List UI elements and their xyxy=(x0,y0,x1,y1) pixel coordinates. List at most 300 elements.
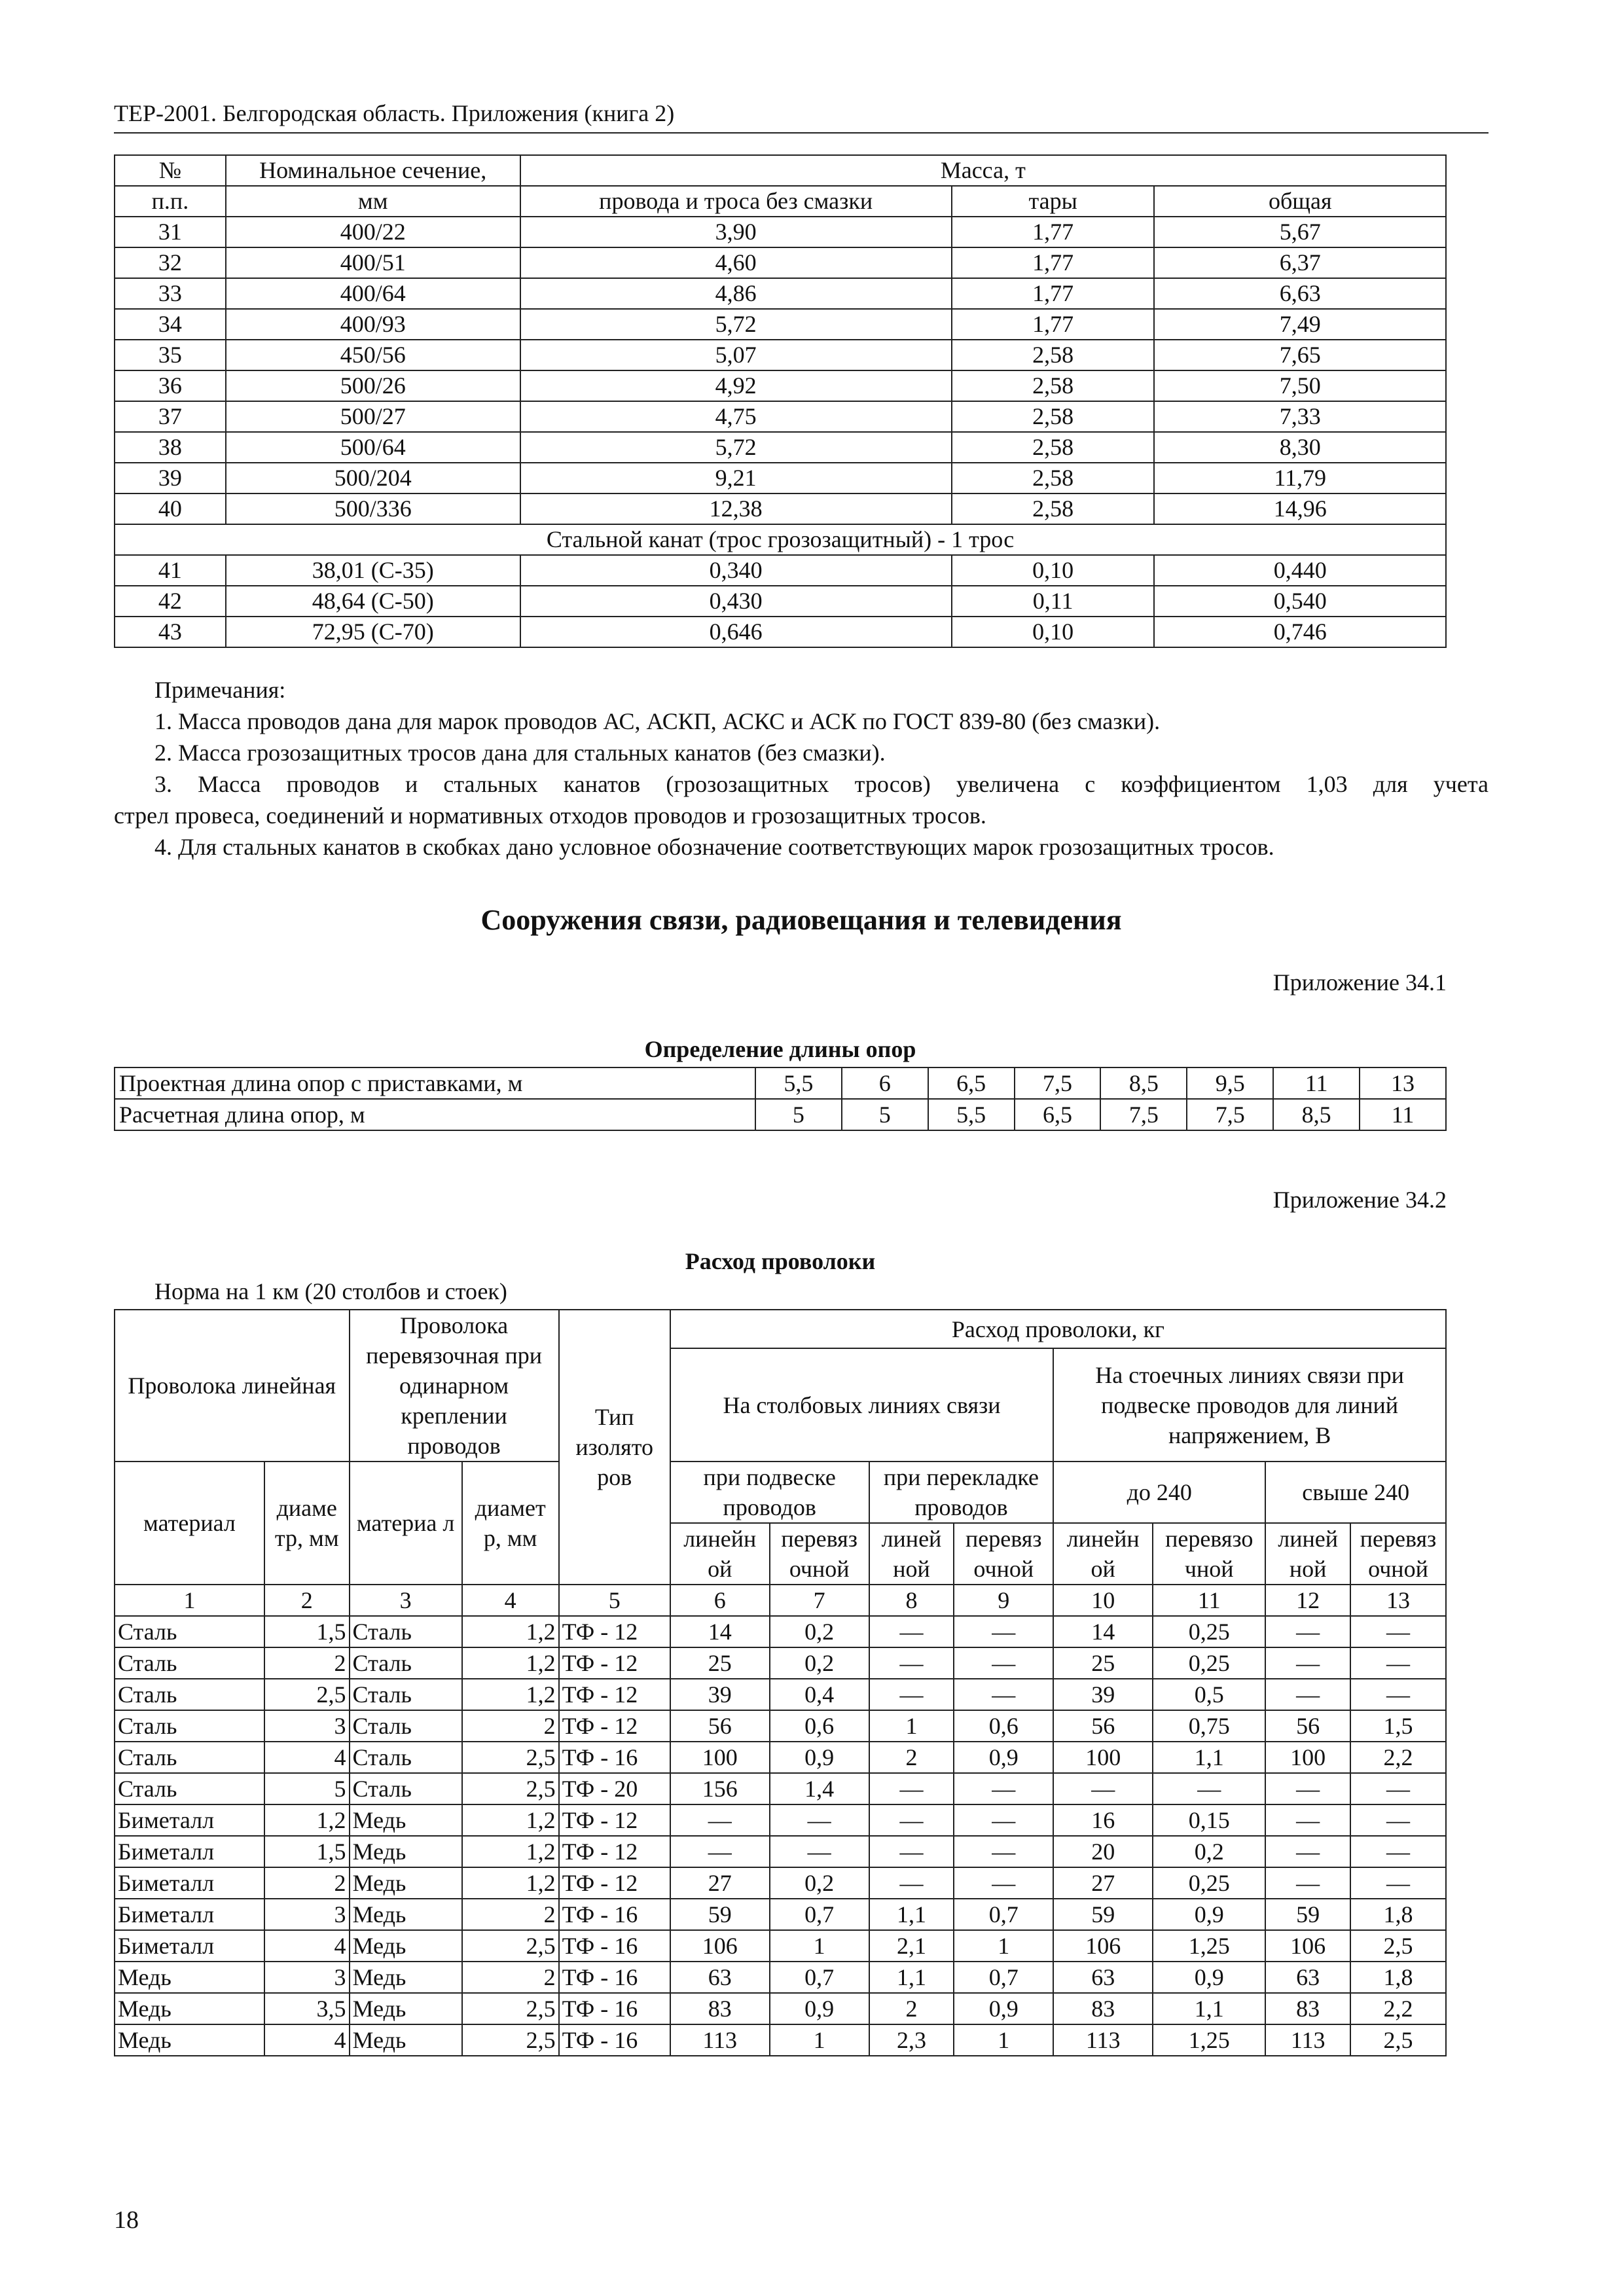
table-cell: 83 xyxy=(1265,1993,1350,2024)
header-up-to-240: до 240 xyxy=(1053,1462,1265,1523)
table-cell: Биметалл xyxy=(115,1804,264,1836)
table-cell: 113 xyxy=(1265,2024,1350,2056)
row-section: 400/64 xyxy=(226,278,520,309)
pole-length-value: 5,5 xyxy=(928,1099,1015,1130)
row-wire-mass: 0,646 xyxy=(520,617,952,647)
row-tare-mass: 0,11 xyxy=(952,586,1155,617)
table-cell: — xyxy=(954,1679,1053,1710)
table-row xyxy=(115,1679,1446,1710)
table-cell: ТФ - 12 xyxy=(559,1867,670,1899)
notes-title: Примечания: xyxy=(154,677,286,703)
row-section: 500/204 xyxy=(226,463,520,493)
header-consumption: Расход проволоки, кг xyxy=(670,1310,1446,1348)
row-number: 42 xyxy=(115,586,226,617)
header-tie-1: перевяз очной xyxy=(770,1523,869,1585)
row-total-mass: 5,67 xyxy=(1154,217,1446,247)
pole-length-value: 11 xyxy=(1360,1099,1446,1130)
table-cell: 0,7 xyxy=(770,1899,869,1930)
table-cell: — xyxy=(1350,1616,1446,1647)
wire-mass-table xyxy=(114,154,1447,648)
row-number: 41 xyxy=(115,555,226,586)
table-cell: 25 xyxy=(1053,1647,1153,1679)
table-cell: 56 xyxy=(670,1710,770,1742)
table-cell: 2 xyxy=(264,1647,350,1679)
table-cell: 1,2 xyxy=(264,1804,350,1836)
table-cell: 0,7 xyxy=(954,1962,1053,1993)
row-section: 500/336 xyxy=(226,493,520,524)
table-cell: 0,9 xyxy=(954,1993,1053,2024)
table-cell: 3 xyxy=(264,1962,350,1993)
row-section: 500/27 xyxy=(226,401,520,432)
table-cell: 0,2 xyxy=(770,1867,869,1899)
table-cell: 0,25 xyxy=(1153,1616,1265,1647)
table-row xyxy=(115,1616,1446,1647)
table-cell: 0,7 xyxy=(954,1899,1053,1930)
table-row xyxy=(115,1710,1446,1742)
header-tie-3: перевязо чной xyxy=(1153,1523,1265,1585)
table-cell: 1,5 xyxy=(1350,1710,1446,1742)
row-section: 400/93 xyxy=(226,309,520,340)
table-cell: 2,5 xyxy=(462,1930,559,1962)
table-cell: Сталь xyxy=(350,1710,462,1742)
col-header-tare: тары xyxy=(952,186,1155,217)
header-pole-lines: На столбовых линиях связи xyxy=(670,1348,1053,1462)
header-linear-4: линей ной xyxy=(1265,1523,1350,1585)
table-cell: 0,6 xyxy=(770,1710,869,1742)
table-cell: 5 xyxy=(264,1773,350,1804)
table-cell: ТФ - 12 xyxy=(559,1647,670,1679)
pole-length-value: 5,5 xyxy=(755,1067,842,1099)
pole-length-value: 13 xyxy=(1360,1067,1446,1099)
table-cell: Сталь xyxy=(115,1616,264,1647)
row-tare-mass: 2,58 xyxy=(952,493,1155,524)
header-insulator-type: Тип изолято ров xyxy=(559,1310,670,1585)
table-cell: 1,1 xyxy=(869,1962,954,1993)
table-cell: 2,5 xyxy=(462,2024,559,2056)
table-cell: — xyxy=(1053,1773,1153,1804)
table-cell: 2,3 xyxy=(869,2024,954,2056)
note-4: 4. Для стальных канатов в скобках дано условное обозначение соответствующих марок грозозащитных тросов. xyxy=(154,834,1274,860)
col-header-wire-mass: провода и троса без смазки xyxy=(520,186,952,217)
table-cell: 0,9 xyxy=(1153,1962,1265,1993)
table-cell: — xyxy=(954,1616,1053,1647)
table-cell: 1,2 xyxy=(462,1836,559,1867)
pole-length-value: 8,5 xyxy=(1100,1067,1187,1099)
table-row xyxy=(115,432,1446,463)
table-cell: 2 xyxy=(462,1899,559,1930)
row-wire-mass: 4,86 xyxy=(520,278,952,309)
table-cell: — xyxy=(1350,1836,1446,1867)
table-row xyxy=(115,463,1446,493)
table-row xyxy=(115,1962,1446,1993)
table-cell: 1 xyxy=(770,2024,869,2056)
table-cell: 0,7 xyxy=(770,1962,869,1993)
table-cell: 25 xyxy=(670,1647,770,1679)
row-section: 500/26 xyxy=(226,370,520,401)
header-linear-2: линей ной xyxy=(869,1523,954,1585)
row-wire-mass: 4,75 xyxy=(520,401,952,432)
table-cell: 83 xyxy=(670,1993,770,2024)
table-cell: 106 xyxy=(1265,1930,1350,1962)
table-cell: ТФ - 16 xyxy=(559,1962,670,1993)
table-cell: ТФ - 12 xyxy=(559,1679,670,1710)
table-cell: — xyxy=(1350,1679,1446,1710)
table-cell: — xyxy=(1265,1804,1350,1836)
row-number: 36 xyxy=(115,370,226,401)
row-section: 72,95 (С-70) xyxy=(226,617,520,647)
table-cell: 16 xyxy=(1053,1804,1153,1836)
design-length-label: Проектная длина опор с приставками, м xyxy=(115,1067,755,1099)
row-tare-mass: 2,58 xyxy=(952,370,1155,401)
row-tare-mass: 1,77 xyxy=(952,309,1155,340)
pole-length-value: 7,5 xyxy=(1187,1099,1273,1130)
row-total-mass: 7,33 xyxy=(1154,401,1446,432)
table-row xyxy=(115,2024,1446,2056)
col-header-section-unit: мм xyxy=(226,186,520,217)
table-cell: ТФ - 16 xyxy=(559,2024,670,2056)
row-wire-mass: 5,72 xyxy=(520,432,952,463)
table-cell: 1,2 xyxy=(462,1804,559,1836)
row-section: 400/51 xyxy=(226,247,520,278)
appendix-34-1-label: Приложение 34.1 xyxy=(1272,969,1447,996)
table-cell: Биметалл xyxy=(115,1867,264,1899)
table-cell: 2,5 xyxy=(462,1993,559,2024)
table-cell: 1,1 xyxy=(1153,1993,1265,2024)
row-wire-mass: 4,60 xyxy=(520,247,952,278)
table-cell: ТФ - 12 xyxy=(559,1804,670,1836)
table-cell: Медь xyxy=(115,1962,264,1993)
table-cell: ТФ - 20 xyxy=(559,1773,670,1804)
col-header-section: Номинальное сечение, xyxy=(226,155,520,186)
column-number: 11 xyxy=(1153,1585,1265,1616)
table-cell: — xyxy=(954,1804,1053,1836)
table-cell: 106 xyxy=(1053,1930,1153,1962)
pole-length-value: 6,5 xyxy=(1015,1099,1101,1130)
row-total-mass: 7,65 xyxy=(1154,340,1446,370)
table-cell: — xyxy=(869,1616,954,1647)
table-cell: ТФ - 16 xyxy=(559,1930,670,1962)
table-cell: Биметалл xyxy=(115,1836,264,1867)
table-cell: Медь xyxy=(350,1930,462,1962)
column-number: 4 xyxy=(462,1585,559,1616)
row-number: 39 xyxy=(115,463,226,493)
table-cell: — xyxy=(1153,1773,1265,1804)
col-header-number-2: п.п. xyxy=(115,186,226,217)
pole-length-value: 7,5 xyxy=(1100,1099,1187,1130)
table-cell: — xyxy=(1350,1804,1446,1836)
table-cell: 106 xyxy=(670,1930,770,1962)
table-cell: — xyxy=(670,1804,770,1836)
table-cell: Медь xyxy=(350,1804,462,1836)
table-cell: 4 xyxy=(264,2024,350,2056)
row-wire-mass: 9,21 xyxy=(520,463,952,493)
table-cell: 2 xyxy=(869,1742,954,1773)
row-tare-mass: 2,58 xyxy=(952,432,1155,463)
column-number: 12 xyxy=(1265,1585,1350,1616)
column-number: 6 xyxy=(670,1585,770,1616)
table-cell: 1,2 xyxy=(462,1679,559,1710)
header-linear-1: линейн ой xyxy=(670,1523,770,1585)
header-linear-wire: Проволока линейная xyxy=(115,1310,350,1462)
row-wire-mass: 0,340 xyxy=(520,555,952,586)
pole-length-value: 6,5 xyxy=(928,1067,1015,1099)
table-cell: 2,2 xyxy=(1350,1742,1446,1773)
table-row xyxy=(115,247,1446,278)
row-tare-mass: 2,58 xyxy=(952,340,1155,370)
row-tare-mass: 2,58 xyxy=(952,463,1155,493)
header-tie-wire: Проволока перевязочная при одинарном креплении проводов xyxy=(350,1310,559,1462)
table-cell: — xyxy=(954,1647,1053,1679)
column-number: 7 xyxy=(770,1585,869,1616)
table-cell: 1 xyxy=(869,1710,954,1742)
header-rack-lines: На стоечных линиях связи при подвеске проводов для линий напряжением, В xyxy=(1053,1348,1446,1462)
header-over-240: свыше 240 xyxy=(1265,1462,1446,1523)
table-cell: 2,5 xyxy=(462,1773,559,1804)
table-row xyxy=(115,401,1446,432)
table-cell: 0,9 xyxy=(1153,1899,1265,1930)
header-tie-4: перевяз очной xyxy=(1350,1523,1446,1585)
table-cell: 0,2 xyxy=(770,1616,869,1647)
table-cell: 1 xyxy=(770,1930,869,1962)
table-cell: Медь xyxy=(115,2024,264,2056)
row-section: 500/64 xyxy=(226,432,520,463)
table-cell: 2,5 xyxy=(264,1679,350,1710)
header-linear-3: линейн ой xyxy=(1053,1523,1153,1585)
table-cell: — xyxy=(1350,1773,1446,1804)
table-cell: Сталь xyxy=(350,1773,462,1804)
row-wire-mass: 3,90 xyxy=(520,217,952,247)
row-total-mass: 7,49 xyxy=(1154,309,1446,340)
column-number: 8 xyxy=(869,1585,954,1616)
row-number: 38 xyxy=(115,432,226,463)
table-row xyxy=(115,1993,1446,2024)
table-cell: 27 xyxy=(1053,1867,1153,1899)
table-cell: 39 xyxy=(670,1679,770,1710)
header-diameter: диаме тр, мм xyxy=(264,1462,350,1585)
table-cell: Медь xyxy=(350,1899,462,1930)
note-3-line-1: 3. Масса проводов и стальных канатов (грозозащитных тросов) увеличена с коэффициентом 1,03 для учета xyxy=(154,771,1489,797)
table-row xyxy=(115,617,1446,647)
row-number: 32 xyxy=(115,247,226,278)
row-tare-mass: 1,77 xyxy=(952,247,1155,278)
table-cell: 1 xyxy=(954,1930,1053,1962)
table-cell: 1,8 xyxy=(1350,1962,1446,1993)
table-cell: 0,9 xyxy=(770,1742,869,1773)
table-cell: — xyxy=(869,1647,954,1679)
header-hanging: при подвеске проводов xyxy=(670,1462,869,1523)
table-cell: — xyxy=(1265,1867,1350,1899)
header-material-2: материа л xyxy=(350,1462,462,1585)
pole-length-caption: Определение длины опор xyxy=(644,1036,916,1062)
table-cell: 4 xyxy=(264,1742,350,1773)
table-cell: 100 xyxy=(670,1742,770,1773)
table-cell: 0,25 xyxy=(1153,1647,1265,1679)
table-cell: 1,8 xyxy=(1350,1899,1446,1930)
table-row xyxy=(115,1647,1446,1679)
table-cell: 0,75 xyxy=(1153,1710,1265,1742)
table-cell: 1,25 xyxy=(1153,1930,1265,1962)
table-cell: 100 xyxy=(1265,1742,1350,1773)
table-cell: 0,9 xyxy=(954,1742,1053,1773)
table-cell: 0,5 xyxy=(1153,1679,1265,1710)
column-number: 10 xyxy=(1053,1585,1153,1616)
table-cell: 63 xyxy=(1053,1962,1153,1993)
table-cell: 2,2 xyxy=(1350,1993,1446,2024)
header-rule xyxy=(114,132,1489,134)
table-cell: Медь xyxy=(350,2024,462,2056)
table-cell: ТФ - 16 xyxy=(559,1993,670,2024)
table-cell: 20 xyxy=(1053,1836,1153,1867)
table-row xyxy=(115,555,1446,586)
table-cell: — xyxy=(1265,1647,1350,1679)
row-wire-mass: 5,07 xyxy=(520,340,952,370)
table-cell: ТФ - 16 xyxy=(559,1899,670,1930)
norm-note: Норма на 1 км (20 столбов и стоек) xyxy=(154,1278,507,1304)
table-cell: — xyxy=(869,1773,954,1804)
table-cell: — xyxy=(1265,1836,1350,1867)
table-cell: — xyxy=(869,1679,954,1710)
table-cell: 2 xyxy=(462,1710,559,1742)
table-cell: 2,5 xyxy=(462,1742,559,1773)
pole-length-value: 9,5 xyxy=(1187,1067,1273,1099)
table-row xyxy=(115,1804,1446,1836)
row-total-mass: 14,96 xyxy=(1154,493,1446,524)
row-number: 31 xyxy=(115,217,226,247)
row-tare-mass: 0,10 xyxy=(952,555,1155,586)
table-cell: Медь xyxy=(115,1993,264,2024)
table-cell: Сталь xyxy=(350,1742,462,1773)
table-cell: 1,1 xyxy=(1153,1742,1265,1773)
row-number: 40 xyxy=(115,493,226,524)
table-row xyxy=(115,586,1446,617)
table-cell: — xyxy=(1350,1867,1446,1899)
table-cell: 113 xyxy=(1053,2024,1153,2056)
table-row xyxy=(115,1742,1446,1773)
table-cell: — xyxy=(770,1804,869,1836)
table-cell: 1,5 xyxy=(264,1616,350,1647)
table-cell: — xyxy=(869,1867,954,1899)
column-number: 1 xyxy=(115,1585,264,1616)
table-cell: 1 xyxy=(954,2024,1053,2056)
table-cell: Биметалл xyxy=(115,1930,264,1962)
table-row xyxy=(115,1836,1446,1867)
table-cell: Сталь xyxy=(115,1742,264,1773)
table-cell: 2 xyxy=(462,1962,559,1993)
col-header-number: № xyxy=(115,155,226,186)
table-cell: 0,9 xyxy=(770,1993,869,2024)
row-section: 38,01 (С-35) xyxy=(226,555,520,586)
table-cell: 113 xyxy=(670,2024,770,2056)
table-row xyxy=(115,1773,1446,1804)
row-section: 450/56 xyxy=(226,340,520,370)
table-cell: 59 xyxy=(670,1899,770,1930)
table-row xyxy=(115,340,1446,370)
col-header-total: общая xyxy=(1154,186,1446,217)
table-cell: — xyxy=(954,1867,1053,1899)
section-title: Сооружения связи, радиовещания и телевидения xyxy=(480,904,1122,936)
table-row xyxy=(115,1930,1446,1962)
table-cell: ТФ - 12 xyxy=(559,1710,670,1742)
table-cell: — xyxy=(1265,1773,1350,1804)
row-wire-mass: 4,92 xyxy=(520,370,952,401)
row-total-mass: 0,540 xyxy=(1154,586,1446,617)
pole-length-value: 7,5 xyxy=(1015,1067,1101,1099)
table-cell: 27 xyxy=(670,1867,770,1899)
row-total-mass: 8,30 xyxy=(1154,432,1446,463)
header-diameter-2: диамет р, мм xyxy=(462,1462,559,1585)
table-cell: — xyxy=(770,1836,869,1867)
header-tie-2: перевяз очной xyxy=(954,1523,1053,1585)
table-cell: 2,1 xyxy=(869,1930,954,1962)
column-number: 2 xyxy=(264,1585,350,1616)
column-number: 3 xyxy=(350,1585,462,1616)
notes-block xyxy=(114,674,1489,863)
row-wire-mass: 0,430 xyxy=(520,586,952,617)
row-number: 43 xyxy=(115,617,226,647)
table-cell: 3 xyxy=(264,1710,350,1742)
table-cell: 100 xyxy=(1053,1742,1153,1773)
pole-length-table xyxy=(114,1067,1447,1131)
row-tare-mass: 2,58 xyxy=(952,401,1155,432)
row-wire-mass: 12,38 xyxy=(520,493,952,524)
wire-consumption-table xyxy=(114,1309,1447,2056)
table-cell: 3,5 xyxy=(264,1993,350,2024)
table-cell: — xyxy=(869,1836,954,1867)
table-cell: 56 xyxy=(1053,1710,1153,1742)
steel-rope-subheader: Стальной канат (трос грозозащитный) - 1 трос xyxy=(115,524,1446,555)
table-cell: 0,2 xyxy=(1153,1836,1265,1867)
row-wire-mass: 5,72 xyxy=(520,309,952,340)
table-cell: 14 xyxy=(1053,1616,1153,1647)
table-cell: 2 xyxy=(264,1867,350,1899)
table-cell: 1,1 xyxy=(869,1899,954,1930)
row-tare-mass: 1,77 xyxy=(952,217,1155,247)
appendix-34-2-label: Приложение 34.2 xyxy=(1272,1187,1447,1213)
table-row xyxy=(115,309,1446,340)
table-cell: 56 xyxy=(1265,1710,1350,1742)
column-number: 13 xyxy=(1350,1585,1446,1616)
row-total-mass: 11,79 xyxy=(1154,463,1446,493)
table-cell: 4 xyxy=(264,1930,350,1962)
table-cell: — xyxy=(1350,1647,1446,1679)
column-number: 5 xyxy=(559,1585,670,1616)
table-cell: ТФ - 16 xyxy=(559,1742,670,1773)
note-1: 1. Масса проводов дана для марок проводов АС, АСКП, АСКС и АСК по ГОСТ 839-80 (без смазки). xyxy=(154,708,1161,734)
table-cell: — xyxy=(954,1773,1053,1804)
row-number: 37 xyxy=(115,401,226,432)
pole-length-value: 11 xyxy=(1273,1067,1360,1099)
row-number: 34 xyxy=(115,309,226,340)
pole-length-value: 6 xyxy=(842,1067,928,1099)
table-row xyxy=(115,1867,1446,1899)
table-cell: 2 xyxy=(869,1993,954,2024)
table-cell: Медь xyxy=(350,1993,462,2024)
header-shifting: при перекладке проводов xyxy=(869,1462,1054,1523)
pole-length-value: 5 xyxy=(755,1099,842,1130)
table-cell: Сталь xyxy=(115,1710,264,1742)
table-cell: 14 xyxy=(670,1616,770,1647)
table-cell: — xyxy=(1265,1616,1350,1647)
row-tare-mass: 1,77 xyxy=(952,278,1155,309)
row-section: 400/22 xyxy=(226,217,520,247)
table-cell: Сталь xyxy=(350,1679,462,1710)
table-cell: 59 xyxy=(1053,1899,1153,1930)
table-cell: 156 xyxy=(670,1773,770,1804)
pole-length-value: 8,5 xyxy=(1273,1099,1360,1130)
table-cell: 1,2 xyxy=(462,1647,559,1679)
row-total-mass: 0,746 xyxy=(1154,617,1446,647)
table-cell: Сталь xyxy=(115,1773,264,1804)
